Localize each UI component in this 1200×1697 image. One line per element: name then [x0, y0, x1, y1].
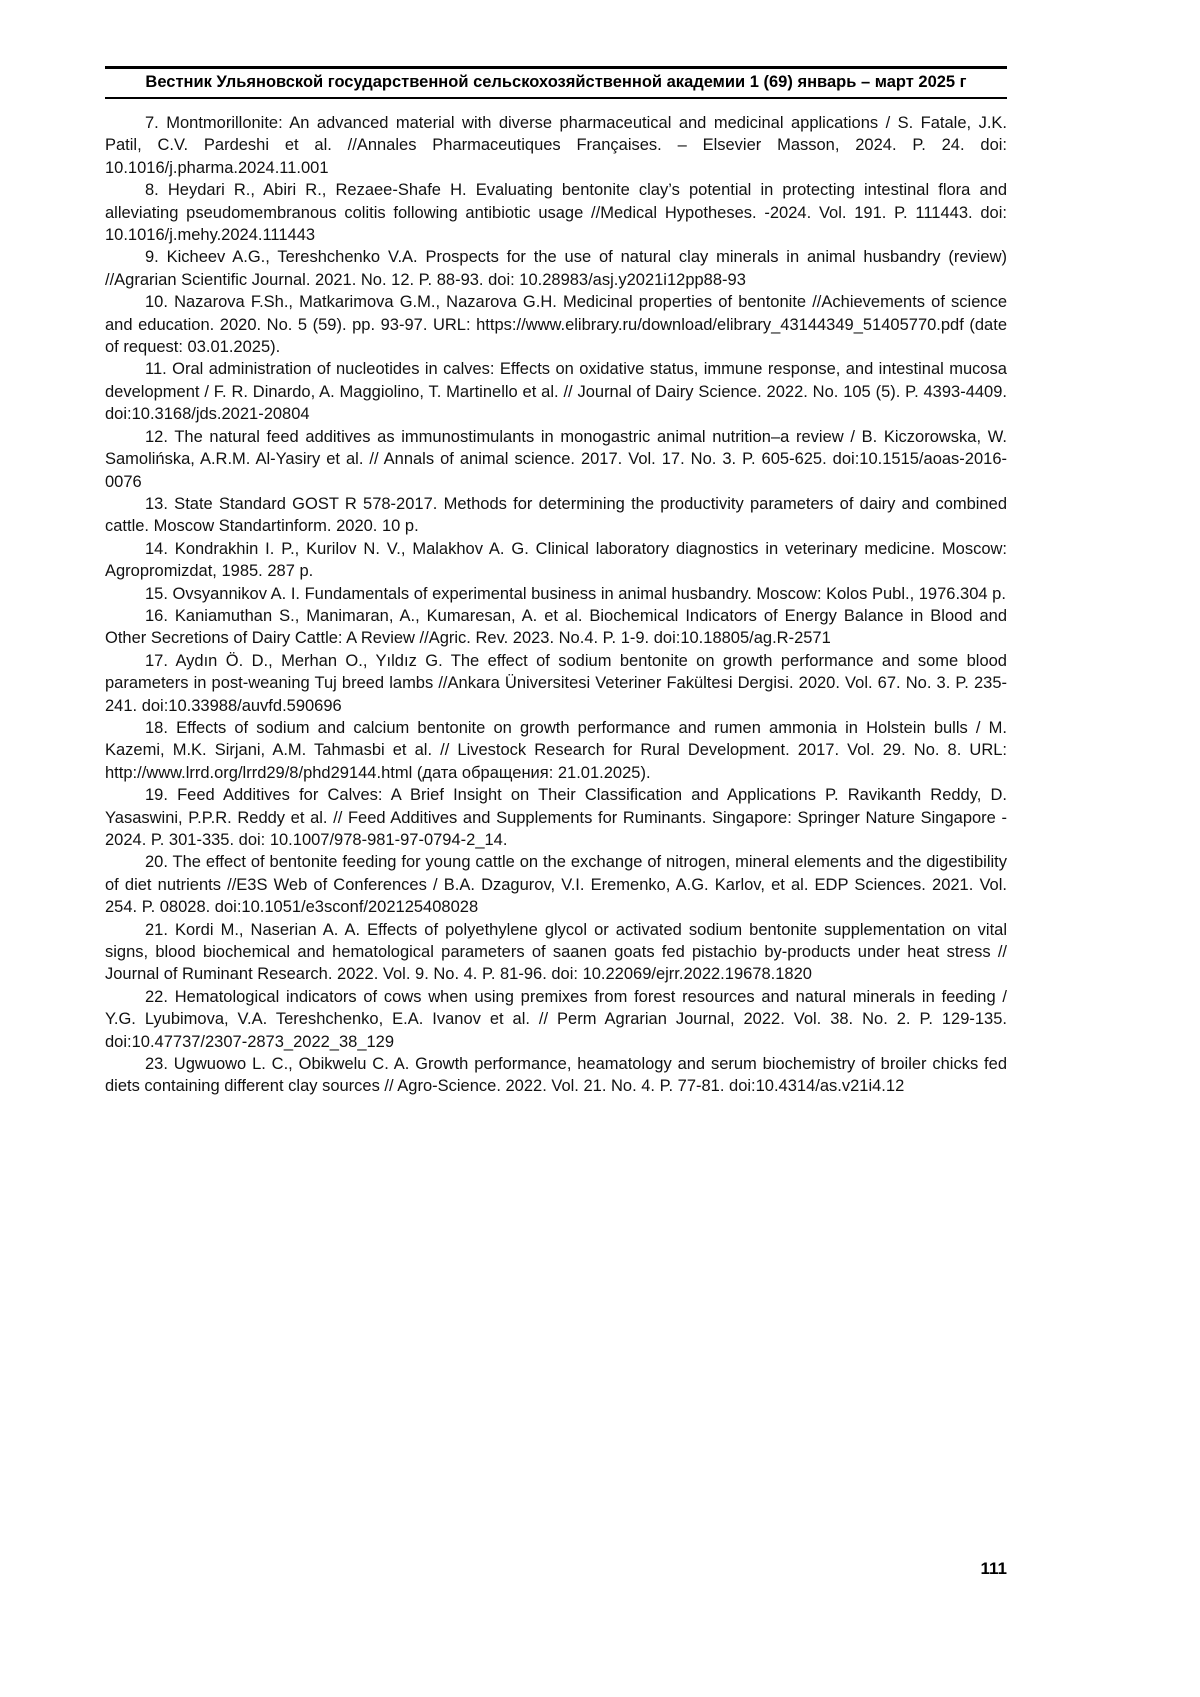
page-content [105, 66, 1007, 1098]
reference-item: 11. Oral administration of nucleotides in calves: Effects on oxidative status, immune response, and intestinal mucosa development / F. R. Dinardo, A. Maggiolino, T. Martinello et al. // Journal of Dairy Science. 2022. No. 105 (5). P. 4393-4409. doi:10.3168/jds.2021-20804 [105, 360, 1007, 424]
journal-header [105, 66, 1007, 99]
reference-item: 20. The effect of bentonite feeding for young cattle on the exchange of nitrogen, mineral elements and the digestibility of diet nutrients //E3S Web of Conferences / B.A. Dzagurov, V.I. Eremenko, A.G. Karlov, et al. EDP Sciences. 2021. Vol. 254. P. 08028. doi:10.1051/e3sconf/202125408028 [105, 853, 1007, 917]
reference-item: 16. Kaniamuthan S., Manimaran, A., Kumaresan, A. et al. Biochemical Indicators of Energy Balance in Blood and Other Secretions of Dairy Cattle: A Review //Agric. Rev. 2023. No.4. P. 1-9. doi:10.18805/ag.R-2571 [105, 606, 1007, 648]
reference-item: 17. Aydın Ö. D., Merhan O., Yıldız G. The effect of sodium bentonite on growth performance and some blood parameters in post-weaning Tuj breed lambs //Ankara Üniversitesi Veteriner Fakültesi Dergisi. 2020. Vol. 67. No. 3. P. 235-241. doi:10.33988/auvfd.590696 [105, 651, 1007, 715]
journal-title: Вестник Ульяновской государственной сельскохозяйственной академии 1 (69) январь – март 2025 г [145, 73, 967, 91]
reference-item: 21. Kordi M., Naserian A. A. Effects of polyethylene glycol or activated sodium bentonite supplementation on vital signs, blood biochemical and hematological parameters of saanen goats fed pistachio by-products under heat stress // Journal of Ruminant Research. 2022. Vol. 9. No. 4. P. 81-96. doi: 10.22069/ejrr.2022.19678.1820 [105, 920, 1007, 984]
references-list [105, 112, 1007, 1098]
reference-item: 19. Feed Additives for Calves: A Brief Insight on Their Classification and Applications P. Ravikanth Reddy, D. Yasaswini, P.P.R. Reddy et al. // Feed Additives and Supplements for Ruminants. Singapore: Springer Nature Singapore - 2024. P. 301-335. doi: 10.1007/978-981-97-0794-2_14. [105, 786, 1007, 849]
reference-item: 10. Nazarova F.Sh., Matkarimova G.M., Nazarova G.H. Medicinal properties of bentonite //Achievements of science and education. 2020. No. 5 (59). pp. 93-97. URL: https://www.elibrary.ru/download/elibrary_43144349_51405770.pdf (date of request: 03.01.2025). [105, 293, 1007, 357]
reference-item: 9. Kicheev A.G., Tereshchenko V.A. Prospects for the use of natural clay minerals in animal husbandry (review) //Agrarian Scientific Journal. 2021. No. 12. P. 88-93. doi: 10.28983/asj.y2021i12pp88-93 [105, 248, 1007, 289]
reference-item: 12. The natural feed additives as immunostimulants in monogastric animal nutrition–a review / B. Kiczorowska, W. Samolińska, A.R.M. Al-Yasiry et al. // Annals of animal science. 2017. Vol. 17. No. 3. P. 605-625. doi:10.1515/aoas-2016-0076 [105, 427, 1007, 491]
reference-item: 22. Hematological indicators of cows when using premixes from forest resources and natural minerals in feeding / Y.G. Lyubimova, V.A. Tereshchenko, E.A. Ivanov et al. // Perm Agrarian Journal, 2022. Vol. 38. No. 2. P. 129-135. doi:10.47737/2307-2873_2022_38_129 [105, 987, 1007, 1051]
reference-item: 7. Montmorillonite: An advanced material with diverse pharmaceutical and medicinal applications / S. Fatale, J.K. Patil, C.V. Pardeshi et al. //Annales Pharmaceutiques Françaises. – Elsevier Masson, 2024. P. 24. doi: 10.1016/j.pharma.2024.11.001 [105, 114, 1007, 177]
reference-item: 14. Kondrakhin I. P., Kurilov N. V., Malakhov A. G. Clinical laboratory diagnostics in veterinary medicine. Moscow: Agropromizdat, 1985. 287 p. [105, 539, 1007, 581]
page-number: 111 [980, 1559, 1007, 1578]
reference-item: 13. State Standard GOST R 578-2017. Methods for determining the productivity parameters of dairy and combined cattle. Moscow Standartinform. 2020. 10 p. [105, 494, 1007, 536]
reference-item: 23. Ugwuowo L. C., Obikwelu C. A. Growth performance, heamatology and serum biochemistry of broiler chicks fed diets containing different clay sources // Agro-Science. 2022. Vol. 21. No. 4. P. 77-81. doi:10.4314/as.v21i4.12 [105, 1055, 1007, 1096]
reference-item: 8. Heydari R., Abiri R., Rezaee-Shafe H. Evaluating bentonite clay’s potential in protecting intestinal flora and alleviating pseudomembranous colitis following antibiotic usage //Medical Hypotheses. -2024. Vol. 191. P. 111443. doi: 10.1016/j.mehy.2024.111443 [105, 181, 1007, 245]
reference-item: 18. Effects of sodium and calcium bentonite on growth performance and rumen ammonia in Holstein bulls / M. Kazemi, M.K. Sirjani, A.M. Tahmasbi et al. // Livestock Research for Rural Development. 2017. Vol. 29. No. 8. URL: http://www.lrrd.org/lrrd29/8/phd29144.html (дата обращения: 21.01.2025). [105, 718, 1007, 782]
reference-item: 15. Ovsyannikov A. I. Fundamentals of experimental business in animal husbandry. Moscow: Kolos Publ., 1976.304 p. [145, 584, 1006, 603]
